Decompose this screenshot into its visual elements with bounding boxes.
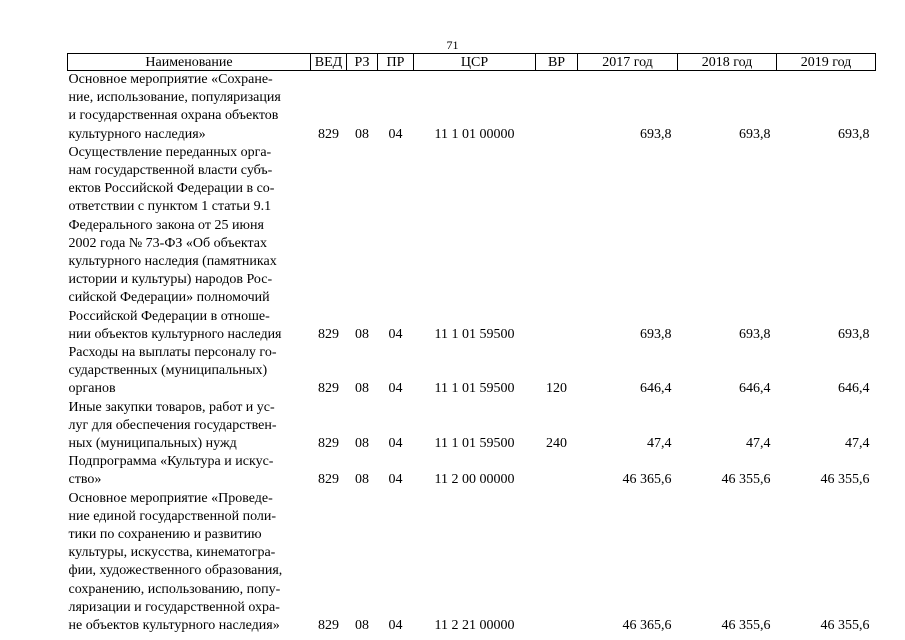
header-pr: ПР	[378, 54, 414, 71]
row-pr: 04	[388, 326, 403, 342]
row-rz: 08	[355, 472, 369, 488]
row-name: Расходы на выплаты персоналу го- сударственных (муниципальных) органов	[68, 345, 277, 397]
row-vr	[536, 453, 578, 489]
row-name: Подпрограмма «Культура и искус- ство»	[68, 454, 274, 488]
header-vr: ВР	[536, 54, 578, 71]
row-ved: 829	[318, 126, 339, 142]
row-pr: 04	[388, 381, 403, 397]
table-row	[68, 490, 876, 636]
header-name: Наименование	[68, 54, 311, 71]
row-pr: 04	[388, 436, 403, 452]
row-2017: 646,4	[640, 381, 672, 397]
row-vr	[536, 71, 578, 144]
row-vr: 120	[546, 381, 567, 397]
row-rz: 08	[355, 618, 369, 634]
row-name: Иные закупки товаров, работ и ус- луг для обеспечения государствен- ных (муниципальных) нужд	[68, 399, 277, 452]
row-pr: 04	[388, 618, 403, 634]
row-csr: 11 1 01 00000	[434, 126, 515, 142]
row-ved: 829	[318, 618, 339, 634]
table-header-row	[68, 54, 876, 71]
row-rz: 08	[355, 126, 369, 142]
row-rz: 08	[355, 381, 369, 397]
table-row	[68, 71, 876, 144]
row-2018: 46 355,6	[721, 618, 771, 634]
row-csr: 11 1 01 59500	[434, 381, 515, 397]
row-2019: 693,8	[838, 126, 870, 142]
header-2017: 2017 год	[578, 54, 678, 71]
row-vr	[536, 490, 578, 636]
page-number: 71	[446, 38, 459, 52]
row-name: Основное мероприятие «Проведе- ние единой государственной поли- тики по сохранению и развитию культуры, искусства, кинематогра- фии, художественного образования, сохранению, использованию, попу- ляризации и государственной охра- не объектов культурного наследия»	[68, 490, 283, 634]
table-row	[68, 399, 876, 454]
header-csr: ЦСР	[414, 54, 536, 71]
row-csr: 11 2 21 00000	[434, 618, 515, 634]
row-2019: 46 355,6	[820, 472, 870, 488]
row-pr: 04	[388, 472, 403, 488]
header-rz: РЗ	[347, 54, 378, 71]
row-2017: 693,8	[640, 326, 672, 342]
row-ved: 829	[318, 326, 339, 342]
header-ved: ВЕД	[311, 54, 347, 71]
row-2017: 47,4	[647, 436, 672, 452]
row-name: Осуществление переданных орга- нам государственной власти субъ- ектов Российской Федерации в со- ответствии с пунктом 1 статьи 9.1 Федерального закона от 25 июня 2002 года № 73-ФЗ «Об объектах культурного наследия (памятниках истории и культуры) народов Рос- сийской Федерации» полномочий Российской Федерации в отноше- нии объектов культурного наследия	[68, 144, 282, 342]
row-name: Основное мероприятие «Сохране- ние, использование, популяризация и государственная охрана объектов культурного наследия»	[68, 72, 281, 142]
row-ved: 829	[318, 436, 339, 452]
row-2019: 46 355,6	[820, 618, 870, 634]
row-2017: 46 365,6	[622, 618, 672, 634]
row-2018: 646,4	[739, 381, 771, 397]
row-csr: 11 1 01 59500	[434, 436, 515, 452]
row-vr: 240	[546, 436, 567, 452]
row-ved: 829	[318, 472, 339, 488]
row-rz: 08	[355, 326, 369, 342]
row-csr: 11 2 00 00000	[434, 472, 515, 488]
header-2018: 2018 год	[678, 54, 777, 71]
row-2019: 693,8	[838, 326, 870, 342]
row-2017: 46 365,6	[622, 472, 672, 488]
row-vr	[536, 144, 578, 344]
row-2019: 646,4	[838, 381, 870, 397]
table-row	[68, 144, 876, 344]
row-2018: 693,8	[739, 126, 771, 142]
table-row	[68, 453, 876, 489]
row-2018: 46 355,6	[721, 472, 771, 488]
row-2018: 693,8	[739, 326, 771, 342]
table-row	[68, 344, 876, 399]
row-csr: 11 1 01 59500	[434, 326, 515, 342]
row-2017: 693,8	[640, 126, 672, 142]
row-2019: 47,4	[845, 436, 870, 452]
row-2018: 47,4	[746, 436, 771, 452]
header-2019: 2019 год	[777, 54, 876, 71]
row-rz: 08	[355, 436, 369, 452]
row-pr: 04	[388, 126, 403, 142]
row-ved: 829	[318, 381, 339, 397]
budget-table	[67, 53, 876, 635]
